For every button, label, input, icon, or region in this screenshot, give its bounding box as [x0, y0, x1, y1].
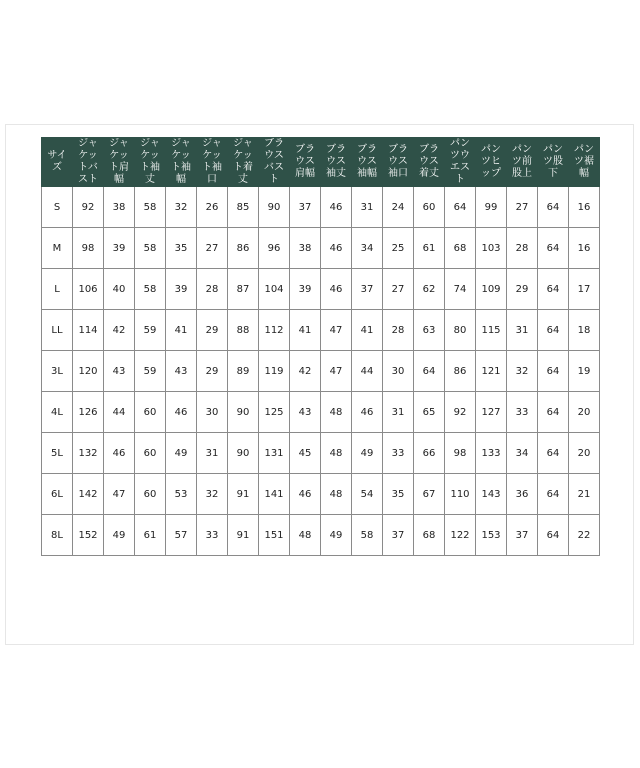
measurement-cell: 96: [259, 228, 290, 269]
measurement-cell: 61: [414, 228, 445, 269]
measurement-cell: 59: [135, 310, 166, 351]
measurement-cell: 114: [73, 310, 104, 351]
measurement-cell: 48: [321, 474, 352, 515]
measurement-cell: 44: [352, 351, 383, 392]
measurement-cell: 64: [538, 228, 569, 269]
measurement-cell: 53: [166, 474, 197, 515]
measurement-cell: 121: [476, 351, 507, 392]
table-row: [42, 310, 600, 351]
measurement-cell: 127: [476, 392, 507, 433]
measurement-cell: 110: [445, 474, 476, 515]
measurement-cell: 31: [352, 187, 383, 228]
measurement-cell: 62: [414, 269, 445, 310]
table-row: [42, 269, 600, 310]
column-header: パンツヒップ: [476, 138, 507, 187]
measurement-cell: 33: [507, 392, 538, 433]
measurement-cell: 152: [73, 515, 104, 556]
measurement-cell: 59: [135, 351, 166, 392]
measurement-cell: 45: [290, 433, 321, 474]
measurement-cell: 92: [445, 392, 476, 433]
measurement-cell: 28: [383, 310, 414, 351]
measurement-cell: 49: [321, 515, 352, 556]
measurement-cell: 24: [383, 187, 414, 228]
column-header: パンツ裾幅: [569, 138, 600, 187]
measurement-cell: 43: [290, 392, 321, 433]
measurement-cell: 99: [476, 187, 507, 228]
column-header: ジャケット肩幅: [104, 138, 135, 187]
measurement-cell: 131: [259, 433, 290, 474]
measurement-cell: 133: [476, 433, 507, 474]
measurement-cell: 33: [197, 515, 228, 556]
measurement-cell: 44: [104, 392, 135, 433]
table-row: [42, 351, 600, 392]
column-header: ジャケットバスト: [73, 138, 104, 187]
table-row: [42, 187, 600, 228]
measurement-cell: 46: [321, 228, 352, 269]
size-label-cell: S: [42, 187, 73, 228]
measurement-cell: 30: [383, 351, 414, 392]
measurement-cell: 143: [476, 474, 507, 515]
column-header: ジャケット袖幅: [166, 138, 197, 187]
measurement-cell: 115: [476, 310, 507, 351]
table-row: [42, 474, 600, 515]
measurement-cell: 90: [228, 433, 259, 474]
measurement-cell: 126: [73, 392, 104, 433]
column-header: ジャケット袖丈: [135, 138, 166, 187]
measurement-cell: 64: [538, 310, 569, 351]
measurement-cell: 47: [321, 310, 352, 351]
measurement-cell: 60: [414, 187, 445, 228]
measurement-cell: 68: [445, 228, 476, 269]
measurement-cell: 90: [259, 187, 290, 228]
measurement-cell: 109: [476, 269, 507, 310]
column-header: パンツウエスト: [445, 138, 476, 187]
table-body: [42, 187, 600, 556]
column-header: ブラウス肩幅: [290, 138, 321, 187]
measurement-cell: 54: [352, 474, 383, 515]
measurement-cell: 32: [197, 474, 228, 515]
measurement-cell: 120: [73, 351, 104, 392]
measurement-cell: 89: [228, 351, 259, 392]
measurement-cell: 38: [290, 228, 321, 269]
measurement-cell: 29: [197, 351, 228, 392]
measurement-cell: 34: [507, 433, 538, 474]
measurement-cell: 68: [414, 515, 445, 556]
measurement-cell: 142: [73, 474, 104, 515]
measurement-cell: 63: [414, 310, 445, 351]
size-label-cell: M: [42, 228, 73, 269]
measurement-cell: 132: [73, 433, 104, 474]
measurement-cell: 60: [135, 433, 166, 474]
measurement-cell: 20: [569, 392, 600, 433]
size-label-cell: 8L: [42, 515, 73, 556]
measurement-cell: 64: [538, 433, 569, 474]
measurement-cell: 64: [538, 269, 569, 310]
measurement-cell: 47: [321, 351, 352, 392]
measurement-cell: 46: [321, 187, 352, 228]
measurement-cell: 22: [569, 515, 600, 556]
measurement-cell: 36: [507, 474, 538, 515]
measurement-cell: 16: [569, 228, 600, 269]
measurement-cell: 48: [321, 433, 352, 474]
size-label-cell: 3L: [42, 351, 73, 392]
column-header: パンツ股下: [538, 138, 569, 187]
measurement-cell: 28: [197, 269, 228, 310]
measurement-cell: 37: [507, 515, 538, 556]
measurement-cell: 49: [166, 433, 197, 474]
measurement-cell: 64: [538, 392, 569, 433]
table-row: [42, 515, 600, 556]
size-label-cell: L: [42, 269, 73, 310]
size-label-cell: LL: [42, 310, 73, 351]
measurement-cell: 49: [104, 515, 135, 556]
measurement-cell: 31: [383, 392, 414, 433]
measurement-cell: 46: [321, 269, 352, 310]
measurement-cell: 41: [352, 310, 383, 351]
measurement-cell: 98: [445, 433, 476, 474]
measurement-cell: 46: [352, 392, 383, 433]
measurement-cell: 65: [414, 392, 445, 433]
table-row: [42, 392, 600, 433]
size-label-cell: 4L: [42, 392, 73, 433]
measurement-cell: 35: [166, 228, 197, 269]
measurement-cell: 58: [135, 187, 166, 228]
measurement-cell: 64: [414, 351, 445, 392]
measurement-cell: 27: [383, 269, 414, 310]
measurement-cell: 74: [445, 269, 476, 310]
measurement-cell: 37: [383, 515, 414, 556]
measurement-cell: 141: [259, 474, 290, 515]
column-header: ブラウス袖幅: [352, 138, 383, 187]
measurement-cell: 46: [104, 433, 135, 474]
column-header: ジャケット袖口: [197, 138, 228, 187]
measurement-cell: 42: [290, 351, 321, 392]
measurement-cell: 85: [228, 187, 259, 228]
measurement-cell: 32: [166, 187, 197, 228]
measurement-cell: 47: [104, 474, 135, 515]
column-header: パンツ前股上: [507, 138, 538, 187]
measurement-cell: 37: [352, 269, 383, 310]
measurement-cell: 26: [197, 187, 228, 228]
measurement-cell: 58: [352, 515, 383, 556]
size-label-cell: 6L: [42, 474, 73, 515]
table-header-row: [42, 138, 600, 187]
measurement-cell: 39: [104, 228, 135, 269]
measurement-cell: 90: [228, 392, 259, 433]
measurement-cell: 39: [166, 269, 197, 310]
measurement-cell: 98: [73, 228, 104, 269]
measurement-cell: 37: [290, 187, 321, 228]
measurement-cell: 58: [135, 228, 166, 269]
measurement-cell: 106: [73, 269, 104, 310]
column-header: ブラウス袖口: [383, 138, 414, 187]
measurement-cell: 38: [104, 187, 135, 228]
measurement-cell: 91: [228, 515, 259, 556]
measurement-cell: 64: [538, 474, 569, 515]
measurement-cell: 20: [569, 433, 600, 474]
measurement-cell: 92: [73, 187, 104, 228]
measurement-cell: 125: [259, 392, 290, 433]
measurement-cell: 119: [259, 351, 290, 392]
measurement-cell: 80: [445, 310, 476, 351]
measurement-cell: 48: [321, 392, 352, 433]
measurement-cell: 32: [507, 351, 538, 392]
measurement-cell: 17: [569, 269, 600, 310]
measurement-cell: 27: [197, 228, 228, 269]
table-row: [42, 433, 600, 474]
measurement-cell: 88: [228, 310, 259, 351]
measurement-cell: 112: [259, 310, 290, 351]
measurement-cell: 34: [352, 228, 383, 269]
column-header: ブラウス袖丈: [321, 138, 352, 187]
measurement-cell: 25: [383, 228, 414, 269]
measurement-cell: 42: [104, 310, 135, 351]
measurement-cell: 19: [569, 351, 600, 392]
measurement-cell: 41: [290, 310, 321, 351]
measurement-cell: 86: [445, 351, 476, 392]
measurement-cell: 60: [135, 392, 166, 433]
measurement-cell: 49: [352, 433, 383, 474]
measurement-cell: 21: [569, 474, 600, 515]
measurement-cell: 103: [476, 228, 507, 269]
measurement-cell: 91: [228, 474, 259, 515]
measurement-cell: 64: [538, 351, 569, 392]
measurement-cell: 40: [104, 269, 135, 310]
measurement-cell: 46: [166, 392, 197, 433]
size-label-cell: 5L: [42, 433, 73, 474]
column-header: ジャケット着丈: [228, 138, 259, 187]
measurement-cell: 39: [290, 269, 321, 310]
measurement-cell: 16: [569, 187, 600, 228]
measurement-cell: 29: [507, 269, 538, 310]
header-size: サイズ: [42, 138, 73, 187]
measurement-cell: 31: [507, 310, 538, 351]
measurement-cell: 48: [290, 515, 321, 556]
measurement-cell: 18: [569, 310, 600, 351]
measurement-cell: 151: [259, 515, 290, 556]
measurement-cell: 29: [197, 310, 228, 351]
measurement-cell: 153: [476, 515, 507, 556]
measurement-cell: 64: [445, 187, 476, 228]
measurement-cell: 27: [507, 187, 538, 228]
measurement-cell: 104: [259, 269, 290, 310]
measurement-cell: 60: [135, 474, 166, 515]
measurement-cell: 35: [383, 474, 414, 515]
measurement-cell: 31: [197, 433, 228, 474]
measurement-cell: 43: [104, 351, 135, 392]
column-header: ブラウス着丈: [414, 138, 445, 187]
measurement-cell: 33: [383, 433, 414, 474]
column-header: ブラウスバスト: [259, 138, 290, 187]
measurement-cell: 87: [228, 269, 259, 310]
measurement-cell: 41: [166, 310, 197, 351]
measurement-cell: 58: [135, 269, 166, 310]
measurement-cell: 30: [197, 392, 228, 433]
measurement-cell: 67: [414, 474, 445, 515]
measurement-cell: 86: [228, 228, 259, 269]
measurement-cell: 64: [538, 515, 569, 556]
measurement-cell: 122: [445, 515, 476, 556]
measurement-cell: 66: [414, 433, 445, 474]
size-chart-table: [41, 137, 600, 556]
table-row: [42, 228, 600, 269]
measurement-cell: 28: [507, 228, 538, 269]
measurement-cell: 43: [166, 351, 197, 392]
measurement-cell: 46: [290, 474, 321, 515]
measurement-cell: 64: [538, 187, 569, 228]
measurement-cell: 61: [135, 515, 166, 556]
measurement-cell: 57: [166, 515, 197, 556]
